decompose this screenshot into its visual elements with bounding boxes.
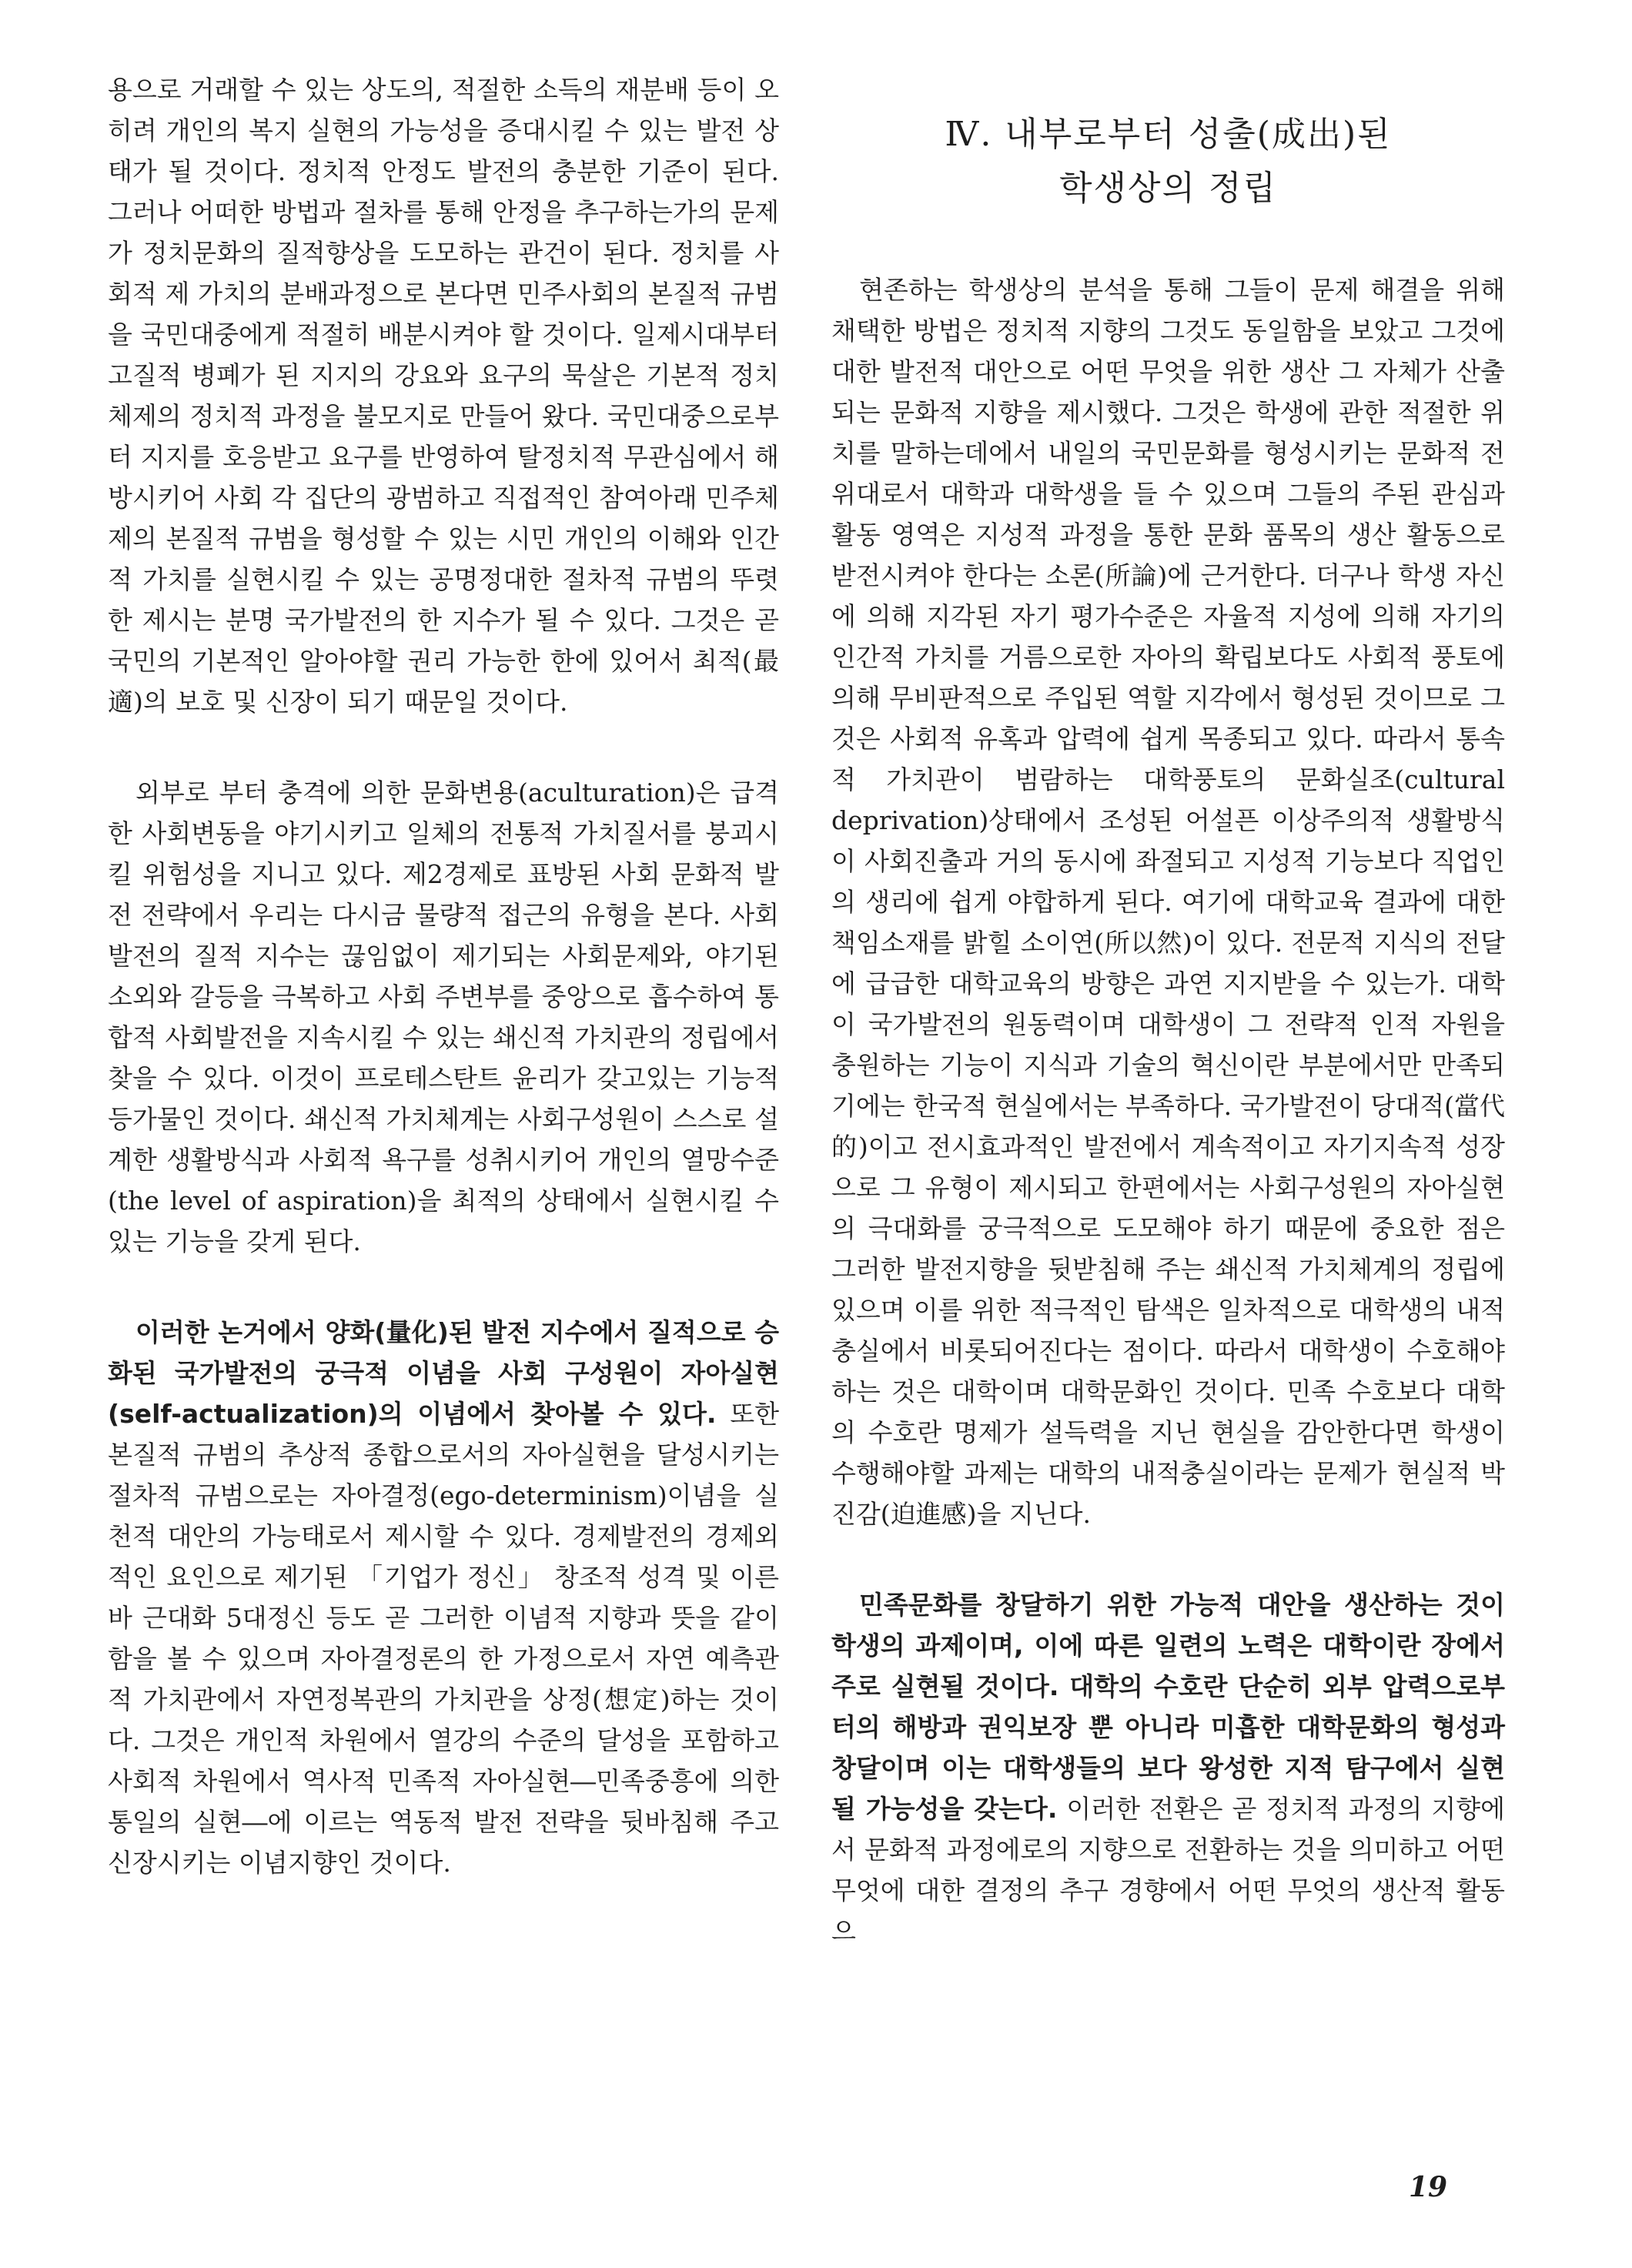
right-paragraph-2: [831, 1584, 1505, 1952]
right-column: [831, 108, 1505, 1952]
left-paragraph-3: [108, 1312, 779, 1883]
left-column: [108, 69, 779, 1883]
section-title-line-1: Ⅳ. 내부로부터 성출(成出)된: [945, 115, 1392, 154]
left-paragraph-2: 외부로 부터 충격에 의한 문화변용(aculturation)은 급격한 사회변동을 야기시키고 일체의 전통적 가치질서를 붕괴시킬 위험성을 지니고 있다. 제2경제로 표방된 사회 문화적 발전 전략에서 우리는 다시금 물량적 접근의 유형을 본다. 사회발전의 질적 지수는 끊임없이 제기되는 사회문제와, 야기된 소외와 갈등을 극복하고 사회 주변부를 중앙으로 흡수하여 통합적 사회발전을 지속시킬 수 있는 쇄신적 가치관의 정립에서 찾을 수 있다. 이것이 프로테스탄트 윤리가 갖고있는 기능적 등가물인 것이다. 쇄신적 가치체계는 사회구성원이 스스로 설계한 생활방식과 사회적 욕구를 성취시키어 개인의 열망수준(the level of aspiration)을 최적의 상태에서 실현시킬 수 있는 기능을 갖게 된다.: [108, 778, 779, 1256]
right-paragraph-2-rest: 이러한 전환은 곧 정치적 과정의 지향에서 문화적 과정에로의 지향으로 전환하는 것을 의미하고 어떤 무엇에 대한 결정의 추구 경향에서 어떤 무엇의 생산적 활동으: [831, 1794, 1505, 1946]
left-paragraph-1: 용으로 거래할 수 있는 상도의, 적절한 소득의 재분배 등이 오히려 개인의 복지 실현의 가능성을 증대시킬 수 있는 발전 상태가 될 것이다. 정치적 안정도 발전의 충분한 기준이 된다. 그러나 어떠한 방법과 절차를 통해 안정을 추구하는가의 문제가 정치문화의 질적향상을 도모하는 관건이 된다. 정치를 사회적 제 가치의 분배과정으로 본다면 민주사회의 본질적 규범을 국민대중에게 적절히 배분시켜야 할 것이다. 일제시대부터 고질적 병폐가 된 지지의 강요와 요구의 묵살은 기본적 정치체제의 정치적 과정을 불모지로 만들어 왔다. 국민대중으로부터 지지를 호응받고 요구를 반영하여 탈정치적 무관심에서 해방시키어 사회 각 집단의 광범하고 직접적인 참여아래 민주체제의 본질적 규범을 형성할 수 있는 시민 개인의 이해와 인간적 가치를 실현시킬 수 있는 공명정대한 절차적 규범의 뚜렷한 제시는 분명 국가발전의 한 지수가 될 수 있다. 그것은 곧 국민의 기본적인 알아야할 권리 가능한 한에 있어서 최적(最適)의 보호 및 신장이 되기 때문일 것이다.: [108, 75, 779, 717]
section-title-line-2: 학생상의 정립: [1058, 169, 1277, 208]
section-title: [831, 108, 1505, 216]
right-paragraph-2-bold: 민족문화를 창달하기 위한 가능적 대안을 생산하는 것이 학생의 과제이며, 이에 따른 일련의 노력은 대학이란 장에서 주로 실현될 것이다. 대학의 수호란 단순히 외부 압력으로부터의 해방과 권익보장 뿐 아니라 미흡한 대학문화의 형성과 창달이며 이는 대학생들의 보다 왕성한 지적 탐구에서 실현될 가능성을 갖는다.: [831, 1590, 1505, 1824]
left-paragraph-3-bold: 이러한 논거에서 양화(量化)된 발전 지수에서 질적으로 승화된 국가발전의 궁극적 이념을 사회 구성원이 자아실현(self-actualization)의 이념에서 찾아볼 수 있다.: [108, 1317, 779, 1429]
right-paragraph-1: 현존하는 학생상의 분석을 통해 그들이 문제 해결을 위해 채택한 방법은 정치적 지향의 그것도 동일함을 보았고 그것에 대한 발전적 대안으로 어떤 무엇을 위한 생산 그 자체가 산출되는 문화적 지향을 제시했다. 그것은 학생에 관한 적절한 위치를 말하는데에서 내일의 국민문화를 형성시키는 문화적 전위대로서 대학과 대학생을 들 수 있으며 그들의 주된 관심과 활동 영역은 지성적 과정을 통한 문화 품목의 생산 활동으로 받전시켜야 한다는 소론(所論)에 근거한다. 더구나 학생 자신에 의해 지각된 자기 평가수준은 자율적 지성에 의해 자기의 인간적 가치를 거름으로한 자아의 확립보다도 사회적 풍토에 의해 무비판적으로 주입된 역할 지각에서 형성된 것이므로 그것은 사회적 유혹과 압력에 쉽게 목종되고 있다. 따라서 통속적 가치관이 범람하는 대학풍토의 문화실조(cultural deprivation)상태에서 조성된 어설픈 이상주의적 생활방식이 사회진출과 거의 동시에 좌절되고 지성적 기능보다 직업인의 생리에 쉽게 야합하게 된다. 여기에 대학교육 결과에 대한 책임소재를 밝힐 소이연(所以然)이 있다. 전문적 지식의 전달에 급급한 대학교육의 방향은 과연 지지받을 수 있는가. 대학이 국가발전의 원동력이며 대학생이 그 전략적 인적 자원을 충원하는 기능이 지식과 기술의 혁신이란 부분에서만 만족되기에는 한국적 현실에서는 부족하다. 국가발전이 당대적(當代的)이고 전시효과적인 발전에서 계속적이고 자기지속적 성장으로 그 유형이 제시되고 한편에서는 사회구성원의 자아실현의 극대화를 궁극적으로 도모해야 하기 때문에 중요한 점은 그러한 발전지향을 뒷받침해 주는 쇄신적 가치체계의 정립에 있으며 이를 위한 적극적인 탐색은 일차적으로 대학생의 내적 충실에서 비롯되어진다는 점이다. 따라서 대학생이 수호해야 하는 것은 대학이며 대학문화인 것이다. 민족 수호보다 대학의 수호란 명제가 설득력을 지닌 현실을 감안한다면 학생이 수행해야할 과제는 대학의 내적충실이라는 문제가 현실적 박진감(迫進感)을 지닌다.: [831, 275, 1506, 1529]
left-paragraph-3-rest: 또한 본질적 규범의 추상적 종합으로서의 자아실현을 달성시키는 절차적 규범으로는 자아결정(ego-determinism)이념을 실천적 대안의 가능태로서 제시할 수 있다. 경제발전의 경제외적인 요인으로 제기된 「기업가 정신」 창조적 성격 및 이른바 근대화 5대정신 등도 곧 그러한 이념적 지향과 뜻을 같이함을 볼 수 있으며 자아결정론의 한 가정으로서 자연 예측관적 가치관에서 자연정복관의 가치관을 상정(想定)하는 것이다. 그것은 개인적 차원에서 열강의 수준의 달성을 포함하고 사회적 차원에서 역사적 민족적 자아실현―민족중흥에 의한 통일의 실현―에 이르는 역동적 발전 전략을 뒷바침해 주고 신장시키는 이념지향인 것이다.: [108, 1399, 780, 1878]
page-number: 19: [1409, 2171, 1448, 2203]
